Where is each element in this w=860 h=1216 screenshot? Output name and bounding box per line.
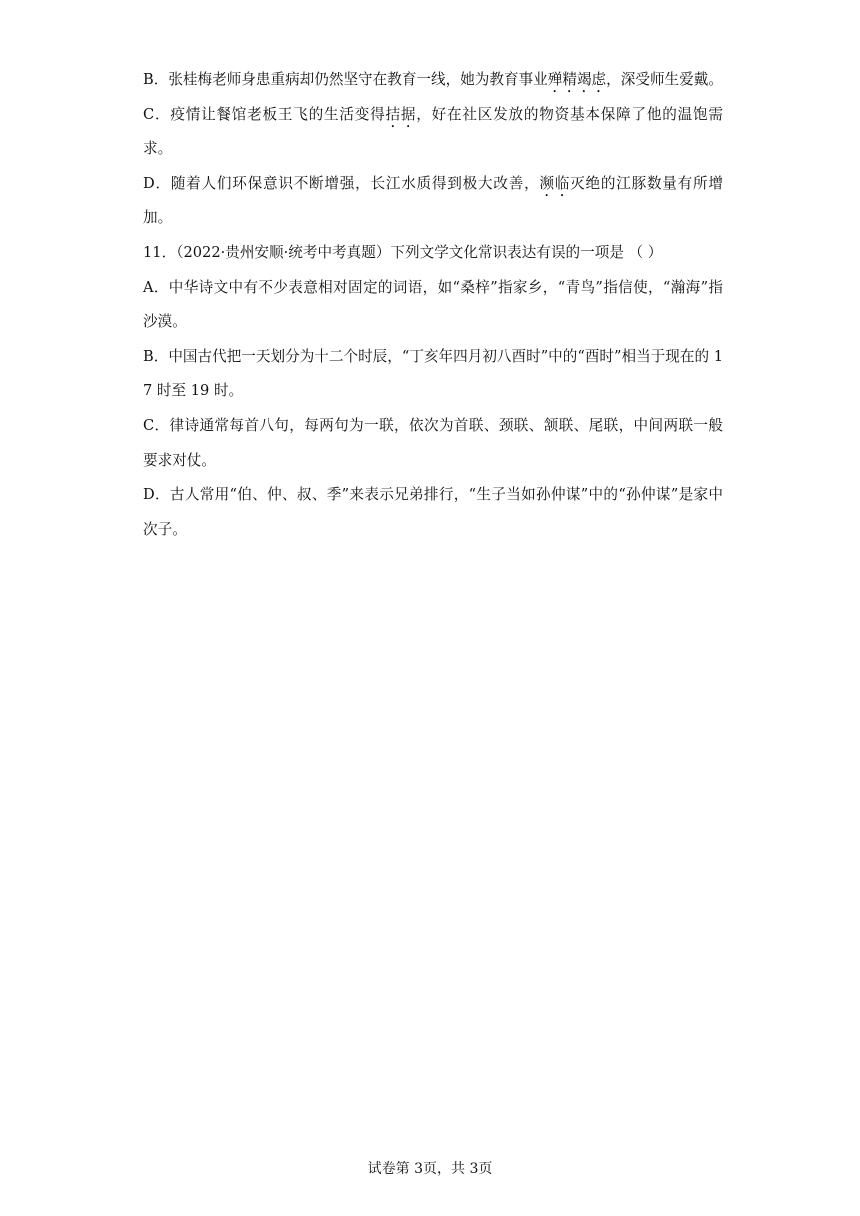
emphasized-word: 殚精竭虑 <box>547 71 607 88</box>
question-11-stem: 11．（2022·贵州安顺·统考中考真题）下列文学文化常识表达有误的一项是 （ ） <box>143 243 663 261</box>
option-10-d: D．随着人们环保意识不断增强，长江水质得到极大改善，濒临灭绝的江豚数量有所增加。 <box>143 174 723 227</box>
emphasized-word: 拮据 <box>385 105 417 123</box>
option-11-d: D．古人常用“伯、仲、叔、季”来表示兄弟排行，“生子当如孙仲谋”中的“孙仲谋”是家中次子。 <box>143 486 723 538</box>
option-11-b: B．中国古代把一天划分为十二个时辰，“丁亥年四月初八酉时”中的“酉时”相当于现在的 17 时至 19 时。 <box>143 347 723 400</box>
exam-content <box>143 63 723 547</box>
emphasized-word: 濒临 <box>539 174 571 192</box>
option-10-b: B．张桂梅老师身患重病却仍然坚守在教育一线，她为教育事业殚精竭虑，深受师生爱戴。 <box>143 71 723 88</box>
option-11-c: C．律诗通常每首八句，每两句为一联，依次为首联、颈联、颔联、尾联，中间两联一般要求对仗。 <box>143 416 723 469</box>
option-11-a: A．中华诗文中有不少表意相对固定的词语，如“桑梓”指家乡，“青鸟”指信使，“瀚海”指沙漠。 <box>143 278 723 331</box>
option-10-c: C．疫情让餐馆老板王飞的生活变得拮据，好在社区发放的物资基本保障了他的温饱需求。 <box>143 105 723 158</box>
page-footer: 试卷第 3页，共 3页 <box>367 1161 493 1177</box>
